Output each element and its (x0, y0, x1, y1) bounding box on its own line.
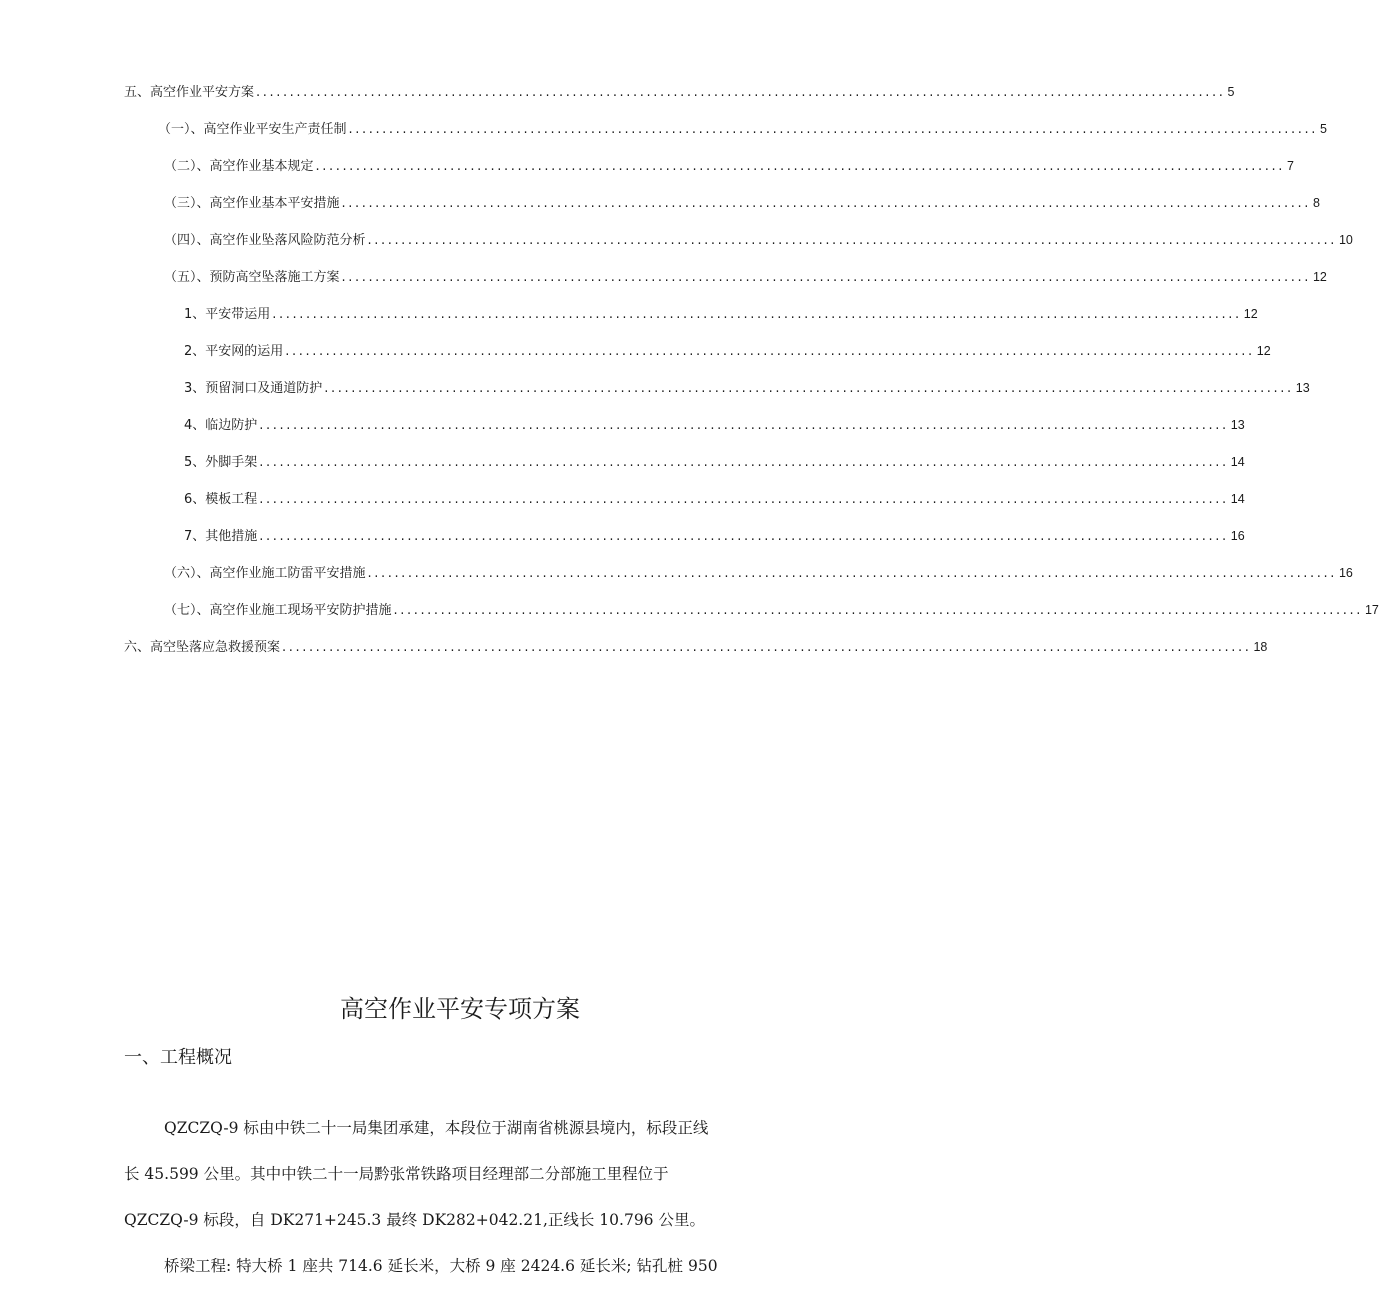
toc-page-number: 13 (1230, 418, 1245, 432)
toc-label: （五）、预防高空坠落施工方案 (164, 270, 340, 285)
toc-label: （七）、高空作业施工现场平安防护措施 (164, 603, 392, 618)
toc-dot-leader: ................................................................................................................................................ (282, 640, 1252, 655)
toc-label: 6、模板工程 (184, 492, 258, 507)
toc-page-number: 8 (1312, 196, 1320, 210)
toc-dot-leader: ................................................................................................................................................ (367, 566, 1337, 581)
toc-page-number: 16 (1230, 529, 1245, 543)
paragraph-line: 长 45.599 公里。其中中铁二十一局黔张常铁路项目经理部二分部施工里程位于 (124, 1165, 669, 1183)
toc-entry[interactable] (164, 195, 1320, 212)
toc-entry[interactable] (164, 158, 1294, 175)
toc-page-number: 18 (1253, 640, 1268, 654)
toc-page-number: 12 (1256, 344, 1271, 358)
section-heading: 一、工程概况 (124, 1047, 232, 1068)
toc-page-number: 14 (1230, 455, 1245, 469)
toc-label: 3、预留洞口及通道防护 (184, 381, 323, 396)
paragraph-line: QZCZQ-9 标段，自 DK271+245.3 最终 DK282+042.21,正线长 10.796 公里。 (124, 1211, 705, 1229)
toc-entry[interactable] (158, 121, 1327, 138)
toc-dot-leader: ................................................................................................................................................ (259, 418, 1229, 433)
toc-page-number: 12 (1312, 270, 1327, 284)
toc-dot-leader: ................................................................................................................................................ (259, 455, 1229, 470)
toc-label: 5、外脚手架 (184, 455, 258, 470)
toc-entry[interactable] (164, 269, 1327, 286)
toc-dot-leader: ................................................................................................................................................ (324, 381, 1294, 396)
toc-label: 1、平安带运用 (184, 307, 271, 322)
toc-page-number: 7 (1286, 159, 1294, 173)
toc-dot-leader: ................................................................................................................................................ (348, 122, 1318, 137)
toc-entry[interactable] (124, 639, 1268, 656)
paragraph-line: QZCZQ-9 标由中铁二十一局集团承建，本段位于湖南省桃源县境内，标段正线 (164, 1119, 709, 1137)
toc-entry[interactable] (184, 343, 1271, 360)
toc-dot-leader: ................................................................................................................................................ (315, 159, 1285, 174)
toc-entry[interactable] (184, 491, 1245, 508)
document-title: 高空作业平安专项方案 (340, 995, 580, 1023)
toc-entry[interactable] (184, 380, 1310, 397)
toc-entry[interactable] (164, 232, 1353, 249)
toc-label: （二）、高空作业基本规定 (164, 159, 314, 174)
toc-page-number: 13 (1295, 381, 1310, 395)
toc-page-number: 5 (1227, 85, 1235, 99)
toc-label: （一）、高空作业平安生产责任制 (158, 122, 347, 137)
toc-entry[interactable] (184, 454, 1245, 471)
toc-entry[interactable] (164, 565, 1353, 582)
toc-entry[interactable] (164, 602, 1379, 619)
toc-page-number: 5 (1319, 122, 1327, 136)
paragraph-line: 桥梁工程: 特大桥 1 座共 714.6 延长米，大桥 9 座 2424.6 延长米; 钻孔桩 950 (164, 1257, 718, 1275)
toc-dot-leader: ................................................................................................................................................ (259, 529, 1229, 544)
toc-dot-leader: ................................................................................................................................................ (285, 344, 1255, 359)
toc-dot-leader: ................................................................................................................................................ (272, 307, 1242, 322)
toc-page-number: 17 (1364, 603, 1379, 617)
toc-entry[interactable] (184, 528, 1245, 545)
toc-label: 六、高空坠落应急救援预案 (124, 640, 281, 655)
toc-label: 4、临边防护 (184, 418, 258, 433)
toc-dot-leader: ................................................................................................................................................ (367, 233, 1337, 248)
toc-label: 五、高空作业平安方案 (124, 85, 255, 100)
toc-entry[interactable] (184, 306, 1258, 323)
toc-label: （六）、高空作业施工防雷平安措施 (164, 566, 366, 581)
toc-page-number: 14 (1230, 492, 1245, 506)
toc-page-number: 10 (1338, 233, 1353, 247)
toc-label: （四）、高空作业坠落风险防范分析 (164, 233, 366, 248)
toc-label: （三）、高空作业基本平安措施 (164, 196, 340, 211)
toc-entry[interactable] (184, 417, 1245, 434)
toc-dot-leader: ................................................................................................................................................ (256, 85, 1226, 100)
toc-entry[interactable] (124, 84, 1235, 101)
toc-page-number: 16 (1338, 566, 1353, 580)
toc-dot-leader: ................................................................................................................................................ (341, 196, 1311, 211)
toc-page-number: 12 (1243, 307, 1258, 321)
toc-label: 7、其他措施 (184, 529, 258, 544)
toc-label: 2、平安网的运用 (184, 344, 284, 359)
toc-dot-leader: ................................................................................................................................................ (393, 603, 1363, 618)
toc-dot-leader: ................................................................................................................................................ (341, 270, 1311, 285)
toc-dot-leader: ................................................................................................................................................ (259, 492, 1229, 507)
